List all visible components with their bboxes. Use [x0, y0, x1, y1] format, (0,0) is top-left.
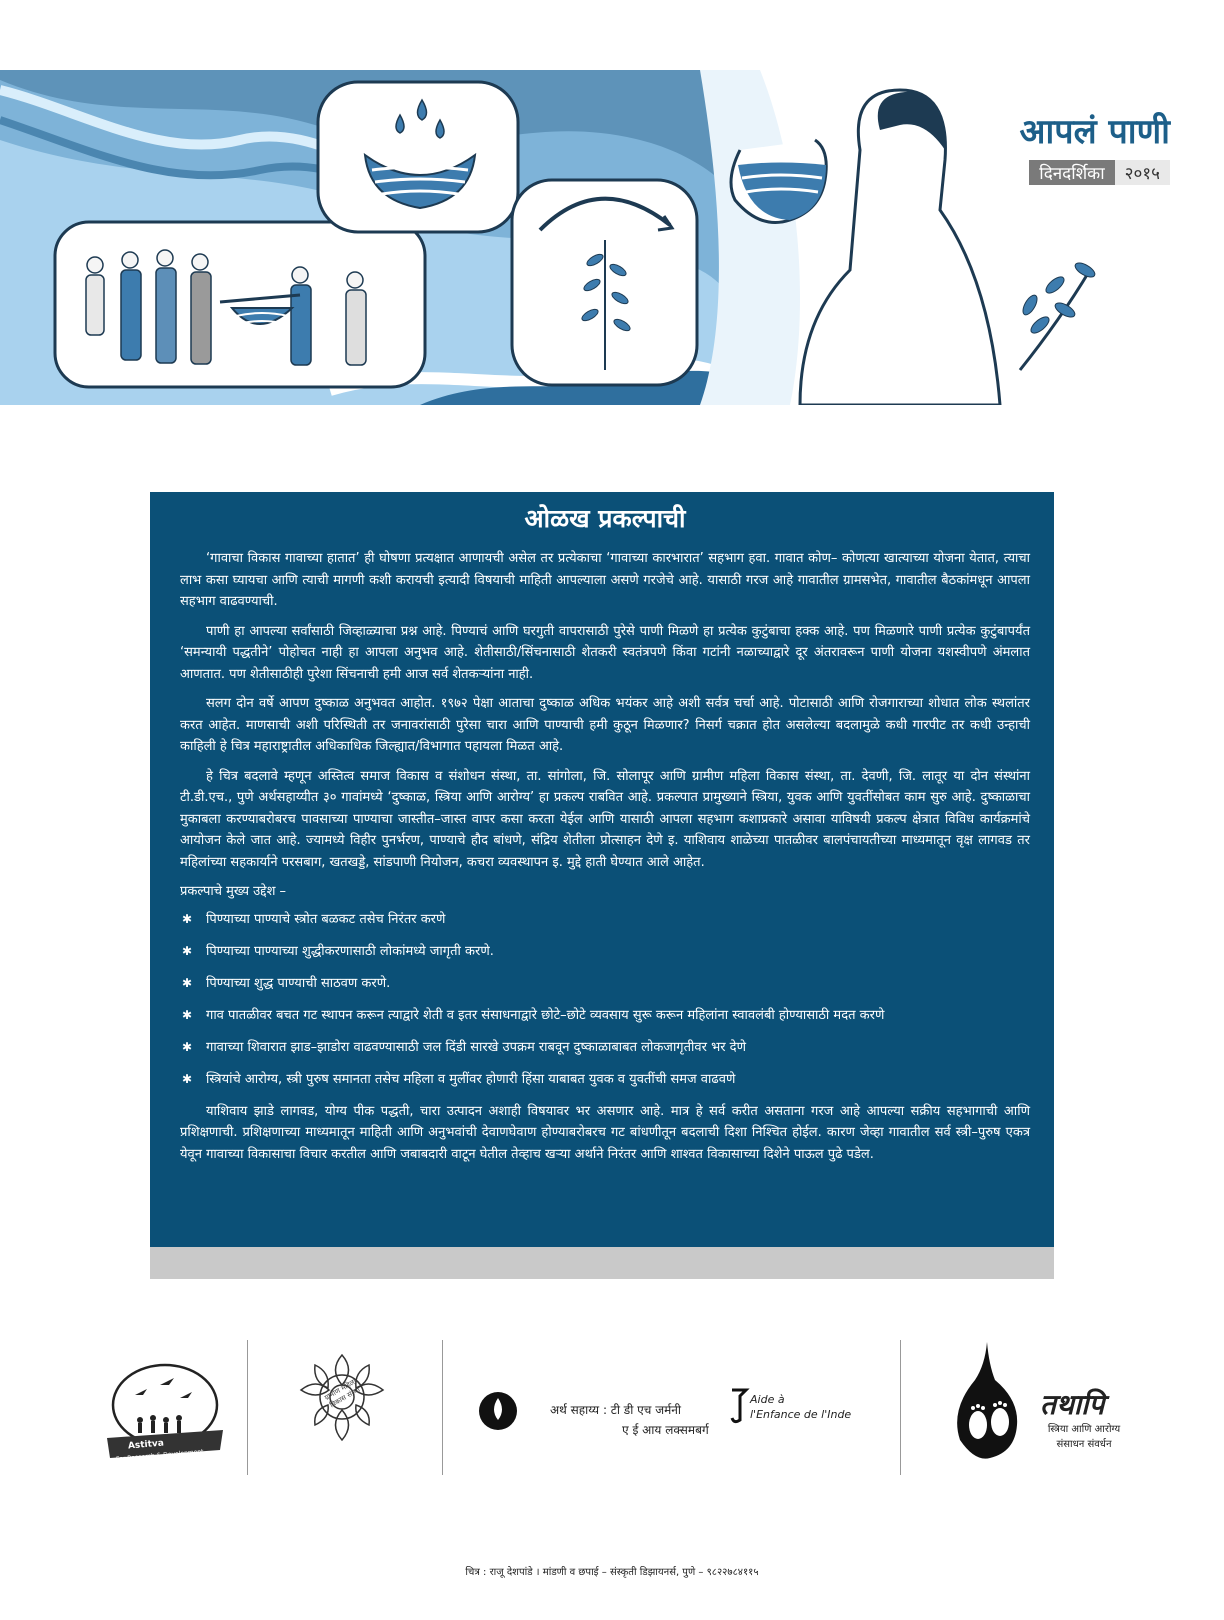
objective-item [180, 909, 1030, 930]
objective-text: पिण्याच्या शुद्ध पाण्याची साठवण करणे. [206, 975, 391, 991]
sponsor-text [550, 1400, 709, 1440]
calendar-year: २०१५ [1115, 160, 1170, 185]
logo-divider [900, 1340, 901, 1475]
project-intro-heading: ओळख प्रकल्पाची [524, 504, 686, 533]
calendar-label: दिनदर्शिका [1029, 160, 1114, 185]
tathapi-line-2: संसाधन संवर्धन [1056, 1439, 1112, 1450]
asterisk-icon: ✱ [182, 1071, 193, 1086]
tathapi-tagline [1036, 1422, 1132, 1452]
aide-enfance-logo [728, 1386, 750, 1426]
calendar-title: आपलं पाणी [1019, 112, 1170, 152]
objective-item [180, 1037, 1030, 1058]
objective-text: गावाच्या शिवारात झाड–झाडोरा वाढवण्यासाठी जल दिंडी सारखे उपक्रम राबवून दुष्काळाबाबत लोकजागृतीवर भर देणे [206, 1039, 746, 1055]
asterisk-icon: ✱ [182, 943, 193, 958]
sponsor-logos [0, 1340, 1224, 1480]
objectives-list [180, 909, 1030, 1090]
logo-divider [247, 1340, 248, 1475]
intro-paragraph: ‘गावाचा विकास गावाच्या हातात’ ही घोषणा प्रत्यक्षात आणायची असेल तर प्रत्येकाचा ‘गावाच्या कारभारात’ सहभाग हवा. गावात कोण– कोणत्या खात्याच्या योजना येतात, त्याचा लाभ कसा घ्यायचा आणि त्याची मागणी कशी करायची इत्यादी विषयाची माहिती आपल्याला असणे गरजेचे आहे. यासाठी गरज आहे गावातील ग्रामसभेत, गावातील बैठकांमधून आपला सहभाग वाढवण्याची. [180, 551, 1030, 609]
header-banner [0, 70, 1224, 405]
objective-item [180, 941, 1030, 962]
logo-divider [442, 1340, 443, 1475]
objective-text: पिण्याच्या पाण्याचे स्त्रोत बळकट तसेच निरंतर करणे [206, 911, 446, 927]
content-footer-bar [150, 1247, 1054, 1279]
water-panel [318, 82, 518, 232]
sponsor-line-2: ए ई आय लक्समबर्ग [622, 1423, 709, 1437]
asterisk-icon: ✱ [182, 1039, 193, 1054]
intro-paragraph: सलग दोन वर्षे आपण दुष्काळ अनुभवत आहोत. १९७२ पेक्षा आताचा दुष्काळ अधिक भयंकर आहे अशी सर्वत्र चर्चा आहे. पोटासाठी आणि रोजगाराच्या शोधात लोक स्थलांतर करत आहेत. माणसाची अशी परिस्थिती तर जनावरांसाठी पुरेसा चारा आणि पाण्याची हमी कुठून मिळणार? निसर्ग चक्रात होत असलेल्या बदलामुळे कधी गारपीट तर कधी उन्हाची काहिली हे चित्र महाराष्ट्रातील अधिकाधिक जिल्ह्यात/विभागात पहायला मिळत आहे. [180, 696, 1030, 754]
objective-item [180, 973, 1030, 994]
objective-item [180, 1069, 1030, 1090]
project-intro-box [150, 492, 1054, 1247]
tathapi-line-1: स्त्रिया आणि आरोग्य [1047, 1424, 1121, 1435]
astitva-tagline: For Research & Development [115, 1448, 204, 1463]
villagers-panel [55, 222, 425, 387]
objective-text: पिण्याच्या पाण्याच्या शुद्धीकरणासाठी लोकांमध्ये जागृती करणे. [206, 943, 494, 959]
aide-line-2: l'Enfance de l'Inde [750, 1408, 852, 1421]
closing-paragraph: याशिवाय झाडे लागवड, योग्य पीक पद्धती, चारा उत्पादन अशाही विषयावर भर असणार आहे. मात्र हे सर्व करीत असताना गरज आहे आपल्या सक्रीय सहभागाची आणि प्रशिक्षणाची. प्रशिक्षणाच्या माध्यमातून माहिती आणि अनुभवांची देवाणघेवाण होण्याबरोबरच गट बांधणीतून बदलाची दिशा निश्चित होईल. कारण जेव्हा गावातील सर्व स्त्री–पुरुष एकत्र येवून गावाच्या विकासाचा विचार करतील आणि जबाबदारी वाटून घेतील तेव्हाच खऱ्या अर्थाने निरंतर आणि शाश्वत विकासाच्या दिशेने पाऊल पुढे पडेल. [180, 1103, 1030, 1162]
tathapi-name: तथापि [1040, 1388, 1105, 1421]
asterisk-icon: ✱ [182, 975, 193, 990]
sponsor-line-1: अर्थ सहाय्य : टी डी एच जर्मनी [550, 1403, 682, 1417]
objective-text: गाव पातळीवर बचत गट स्थापन करून त्याद्वारे शेती व इतर संसाधनाद्वारे छोटे–छोटे व्यवसाय सुरू करून महिलांना स्वावलंबी होण्यासाठी मदत करणे [206, 1007, 885, 1023]
asterisk-icon: ✱ [182, 1007, 193, 1022]
tathapi-leaf-logo [945, 1340, 1030, 1465]
aide-enfance-text [750, 1392, 851, 1422]
aide-line-1: Aide à [750, 1393, 785, 1406]
astitva-name: Astitva [127, 1438, 165, 1452]
tdh-drop-logo [478, 1388, 518, 1433]
intro-paragraph: हे चित्र बदलावे म्हणून अस्तित्व समाज विकास व संशोधन संस्था, ता. सांगोला, जि. सोलापूर आणि ग्रामीण महिला विकास संस्था, ता. देवणी, जि. लातूर या दोन संस्थांना टी.डी.एच., पुणे अर्थसहाय्यीत ३० गावांमध्ये ‘दुष्काळ, स्त्रिया आणि आरोग्य’ हा प्रकल्प राबवित आहे. प्रकल्पात प्रामुख्याने स्त्रिया, युवक आणि युवतींसोबत काम सुरु आहे. दुष्काळाचा मुकाबला करण्याबरोबरच पावसाच्या पाण्याचा जास्तीत–जास्त वापर कसा करता येईल आणि यासाठी आपला सहभाग कशाप्रकारे असावा याविषयी प्रकल्प क्षेत्रात विविध कार्यक्रमांचे आयोजन केले जात आहे. ज्यामध्ये विहीर पुनर्भरण, पाण्याचे हौद बांधणे, संद्रिय शेतीला प्रोत्साहन देणे इ. याशिवाय शाळेच्या पातळीवर बालपंचायतीच्या माध्यमातून वृक्ष लागवड तर महिलांच्या सहकार्याने परसबाग, खतखड्डे, सांडपाणी नियोजन, कचरा व्यवस्थापन इ. मुद्दे हाती घेण्यात आले आहेत. [180, 768, 1030, 870]
objective-item [180, 1005, 1030, 1026]
gramin-logo-text: ग्रामीण महिला विकास संस्था [323, 1377, 362, 1410]
objective-text: स्त्रियांचे आरोग्य, स्त्री पुरुष समानता तसेच महिला व मुलींवर होणारी हिंसा याबाबत युवक व युवतींची समज वाढवणे [206, 1071, 736, 1087]
intro-paragraph: पाणी हा आपल्या सर्वांसाठी जिव्हाळ्याचा प्रश्न आहे. पिण्याचं आणि घरगुती वापरासाठी पुरेसे पाणी मिळणे हा प्रत्येक कुटुंबाचा हक्क आहे. पण मिळणारे पाणी प्रत्येक कुटुंबापर्यंत ‘समन्यायी पद्धतीने’ पोहोचत नाही हा आपला अनुभव आहे. शेतीसाठी/सिंचनासाठी शेतकरी स्वतंत्रपणे किंवा गटांनी नळाच्याद्वारे दूर अंतरावरून पाणी योजना यशस्वीपणे अंमलात आणतात. पण शेतीसाठीही पुरेशा सिंचनाची हमी आज सर्व शेतकऱ्यांना नाही. [180, 623, 1030, 682]
calendar-subtitle [990, 160, 1170, 185]
objectives-title: प्रकल्पाचे मुख्य उद्देश – [180, 884, 287, 899]
print-credit: चित्र : राजू देशपांडे । मांडणी व छपाई – संस्कृती डिझायनर्स, पुणे – ९८२२७८४११५ [465, 1567, 759, 1578]
astitva-logo [105, 1360, 225, 1465]
asterisk-icon: ✱ [182, 911, 193, 926]
calendar-title-block [990, 112, 1170, 185]
